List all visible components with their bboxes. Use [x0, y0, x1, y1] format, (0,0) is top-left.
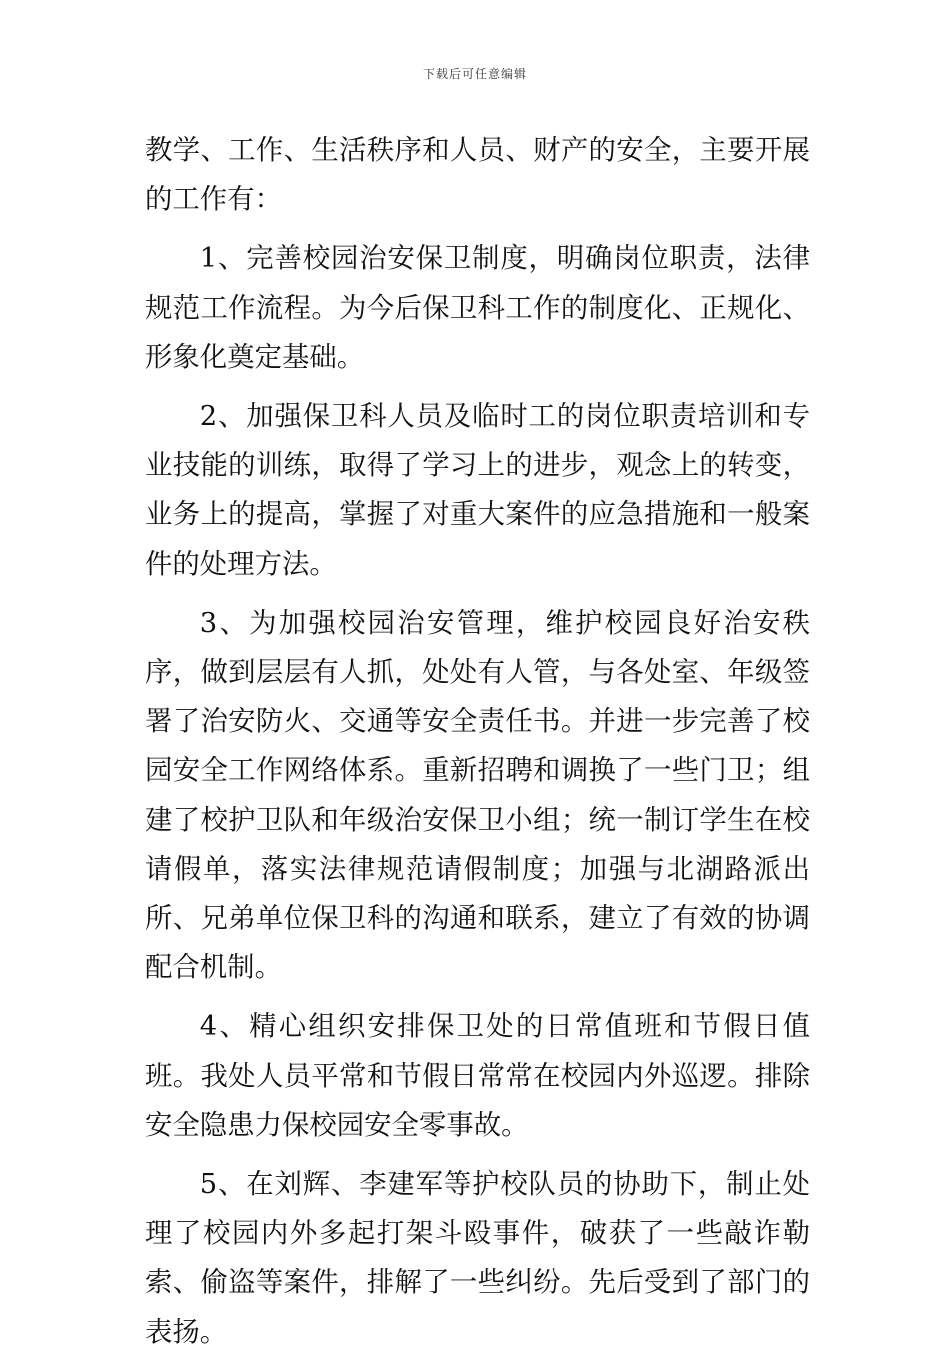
paragraph-item-1: 1、完善校园治安保卫制度，明确岗位职责，法律规范工作流程。为今后保卫科工作的制度化、正规化、形象化奠定基础。	[145, 243, 810, 373]
page-header: 下载后可任意编辑	[422, 67, 527, 81]
paragraph-item-2: 2、加强保卫科人员及临时工的岗位职责培训和专业技能的训练，取得了学习上的进步，观念上的转变，业务上的提高，掌握了对重大案件的应急措施和一般案件的处理方法。	[145, 401, 810, 580]
paragraph-item-4: 4、精心组织安排保卫处的日常值班和节假日值班。我处人员平常和节假日常常在校园内外巡逻。排除安全隐患力保校园安全零事故。	[145, 1011, 810, 1141]
paragraph-continuation: 教学、工作、生活秩序和人员、财产的安全，主要开展的工作有：	[145, 135, 810, 216]
document-body	[145, 126, 810, 1357]
paragraph-item-5: 5、在刘辉、李建军等护校队员的协助下，制止处理了校园内外多起打架斗殴事件，破获了一些敲诈勒索、偷盗等案件，排解了一些纠纷。先后受到了部门的表扬。	[145, 1169, 810, 1348]
paragraph-item-3: 3、为加强校园治安管理，维护校园良好治安秩序，做到层层有人抓，处处有人管，与各处室、年级签署了治安防火、交通等安全责任书。并进一步完善了校园安全工作网络体系。重新招聘和调换了一些门卫；组建了校护卫队和年级治安保卫小组；统一制订学生在校请假单，落实法律规范请假制度；加强与北湖路派出所、兄弟单位保卫科的沟通和联系，建立了有效的协调配合机制。	[145, 607, 810, 984]
